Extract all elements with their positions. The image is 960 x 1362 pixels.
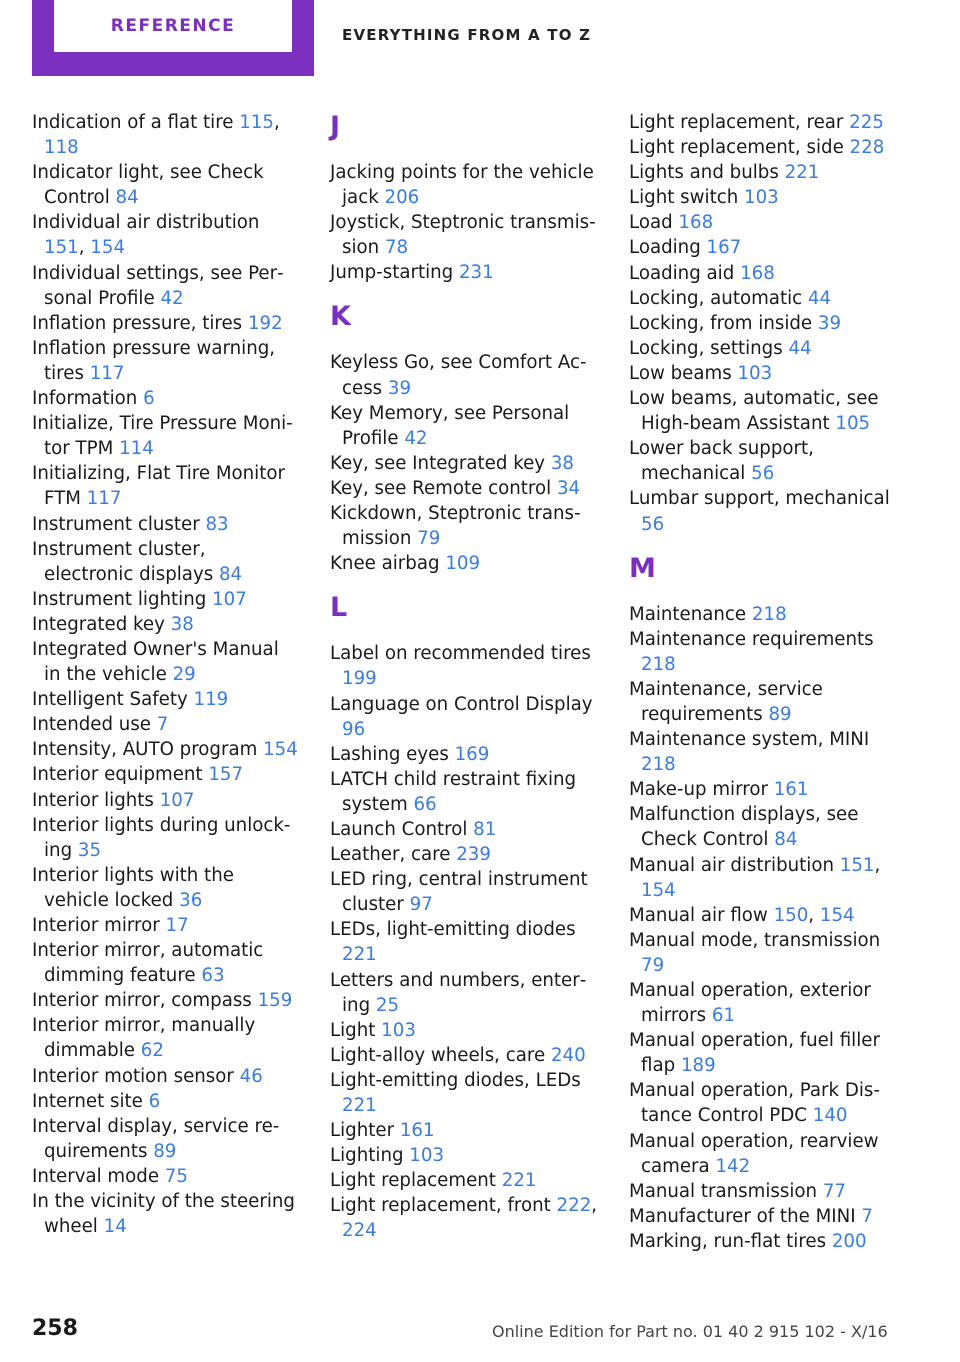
- edition-footer: Online Edition for Part no. 01 40 2 915 102 - X/16: [492, 1322, 888, 1341]
- index-entry: [32, 1164, 300, 1189]
- index-entry-text: Joystick, Steptronic transmission: [330, 212, 596, 259]
- index-entry-text: Malfunction displays, see Check Control: [629, 804, 859, 851]
- page-link[interactable]: 114: [119, 438, 154, 460]
- page-link[interactable]: 96: [342, 718, 366, 740]
- page-link[interactable]: 107: [212, 588, 247, 610]
- index-entry: [32, 737, 300, 762]
- index-entry: [330, 867, 598, 917]
- index-entry: [32, 512, 300, 537]
- index-entry-text: Locking, settings: [629, 337, 789, 359]
- index-entry-text: Instrument cluster, electronic displays: [32, 538, 219, 585]
- index-entry: [330, 451, 598, 476]
- page-link[interactable]: 79: [641, 954, 665, 976]
- index-entry: [32, 1114, 300, 1164]
- index-entry: [629, 602, 897, 627]
- index-entry-text: Intensity, AUTO program: [32, 739, 264, 761]
- index-entry: [32, 160, 300, 210]
- page-link[interactable]: 39: [817, 312, 842, 334]
- page-link[interactable]: 218: [751, 603, 787, 625]
- index-entry: [32, 537, 300, 587]
- page-link[interactable]: 218: [641, 754, 676, 776]
- page-link[interactable]: 225: [849, 112, 884, 133]
- page-link[interactable]: 34: [556, 477, 581, 499]
- index-entry: Manual air distribution 151, 154: [629, 854, 881, 901]
- index-entry-text: Keyless Go, see Comfort Access: [330, 352, 587, 399]
- index-entry-text: Interior lights: [32, 789, 160, 811]
- page-link[interactable]: 199: [342, 668, 377, 690]
- index-entry: [330, 260, 598, 285]
- page-link[interactable]: 61: [711, 1005, 736, 1027]
- index-entry: [629, 235, 897, 260]
- page-link[interactable]: 63: [201, 965, 225, 987]
- index-entry: [330, 476, 598, 501]
- page-link[interactable]: 167: [706, 237, 742, 259]
- index-entry-text: Indication of a flat tire: [32, 112, 240, 133]
- index-letter-heading: K: [330, 301, 351, 333]
- index-entry-text: Information: [32, 388, 144, 410]
- index-entry-text: Lighter: [330, 1120, 400, 1142]
- page-link[interactable]: 151: [44, 237, 79, 259]
- index-entry-text: Low beams: [629, 362, 738, 384]
- index-entry-text: Launch Control: [330, 818, 474, 840]
- index-column-3: [629, 110, 897, 1254]
- index-column-2: [330, 110, 598, 1244]
- page-link[interactable]: 117: [89, 362, 125, 384]
- page-link[interactable]: 38: [550, 452, 574, 474]
- index-entry: [330, 1018, 598, 1043]
- page-link[interactable]: 117: [86, 488, 122, 510]
- index-entry-text: Inflation pressure, tires: [32, 312, 248, 334]
- page-link[interactable]: 89: [153, 1140, 177, 1162]
- index-entry: [32, 336, 300, 386]
- index-entry: [629, 1028, 897, 1078]
- index-entry: [629, 286, 897, 311]
- page-link[interactable]: 6: [148, 1090, 161, 1112]
- index-entry: [330, 1068, 598, 1118]
- page-link[interactable]: 17: [165, 915, 189, 936]
- page-link[interactable]: 46: [239, 1065, 263, 1087]
- index-entry-text: Intended use: [32, 714, 157, 736]
- index-entry-text: Leather, care: [330, 844, 457, 866]
- page-link[interactable]: 142: [715, 1155, 751, 1177]
- index-entry-text: Light replacement, front: [330, 1195, 557, 1217]
- section-tab: [32, 0, 314, 76]
- index-entry: [629, 210, 897, 235]
- index-entry-text: Initialize, Tire Pressure Monitor TPM: [32, 413, 293, 460]
- index-entry: [330, 1143, 598, 1168]
- index-entry: [629, 311, 897, 336]
- index-entry: [330, 842, 598, 867]
- page-link[interactable]: 154: [641, 879, 676, 901]
- page-link[interactable]: 56: [751, 463, 775, 485]
- index-entry-text: LEDs, light-emitting diodes: [330, 919, 576, 941]
- index-entry-text: Jump-starting: [330, 262, 459, 284]
- index-entry-text: Interval display, service requirements: [32, 1115, 280, 1162]
- page-link[interactable]: 161: [773, 779, 809, 801]
- index-entry: [32, 1013, 300, 1063]
- index-entry-text: Maintenance system, MINI: [629, 729, 870, 751]
- page-link[interactable]: 103: [409, 1145, 445, 1167]
- index-column-1: [32, 110, 300, 1239]
- page-link[interactable]: 221: [784, 162, 820, 184]
- page-link[interactable]: 56: [641, 513, 665, 535]
- page-link[interactable]: 14: [103, 1216, 127, 1238]
- index-entry-text: Internet site: [32, 1090, 149, 1112]
- index-entry-text: Interior equipment: [32, 764, 209, 786]
- page-link[interactable]: 84: [218, 563, 243, 585]
- index-entry: [330, 1118, 598, 1143]
- page-link[interactable]: 221: [501, 1170, 537, 1192]
- page-link[interactable]: 6: [143, 388, 155, 410]
- index-entry-text: Label on recommended tires: [330, 643, 591, 665]
- index-entry-text: Maintenance, service requirements: [629, 678, 823, 725]
- index-entry: [629, 436, 897, 486]
- index-entry-text: Intelligent Safety: [32, 689, 194, 711]
- page-link[interactable]: 200: [831, 1230, 867, 1252]
- index-entry: [32, 762, 300, 787]
- page-link[interactable]: 75: [164, 1165, 188, 1187]
- page-link[interactable]: 206: [384, 187, 420, 209]
- index-entry: [629, 1179, 897, 1204]
- index-entry-text: Manual operation, exterior mirrors: [629, 980, 871, 1027]
- page-link[interactable]: 168: [740, 262, 775, 284]
- page-link[interactable]: 107: [159, 789, 195, 811]
- index-entry: [32, 1064, 300, 1089]
- page-link[interactable]: 103: [381, 1019, 416, 1041]
- index-entry-text: Inflation pressure warning, tires: [32, 337, 276, 384]
- page-link[interactable]: 81: [473, 818, 497, 840]
- index-entry: [629, 135, 897, 160]
- index-entry-text: Light replacement, side: [629, 137, 850, 159]
- index-entry: [32, 913, 300, 938]
- index-entry-text: Loading: [629, 237, 707, 259]
- index-entry: [330, 551, 598, 576]
- page-link[interactable]: 42: [160, 287, 184, 309]
- index-entry-text: Knee airbag: [330, 553, 446, 575]
- page-link[interactable]: 154: [90, 237, 126, 259]
- index-entry: [629, 978, 897, 1028]
- page-link[interactable]: 62: [140, 1040, 164, 1062]
- index-entry-text: Manual air flow: [629, 904, 774, 926]
- index-entry: [32, 938, 300, 988]
- index-entry-text: Interior mirror, automatic dimming feature: [32, 940, 264, 987]
- index-entry: [330, 917, 598, 967]
- page-link[interactable]: 44: [788, 337, 812, 359]
- page-link[interactable]: 103: [737, 362, 773, 384]
- index-entry: [629, 627, 897, 677]
- index-entry: [629, 110, 897, 135]
- page-link[interactable]: 79: [417, 528, 441, 550]
- index-entry-text: Indicator light, see Check Control: [32, 162, 264, 209]
- page-link[interactable]: 78: [384, 237, 409, 259]
- index-entry: [330, 1168, 598, 1193]
- index-entry: [629, 1229, 897, 1254]
- index-entry: [629, 386, 897, 436]
- index-entry: [629, 185, 897, 210]
- page-link[interactable]: 239: [456, 844, 491, 866]
- page-link[interactable]: 224: [342, 1220, 377, 1242]
- index-entry-text: Interval mode: [32, 1165, 165, 1187]
- index-entry: [629, 928, 897, 978]
- page-link[interactable]: 35: [77, 839, 102, 861]
- index-entry: [629, 727, 897, 777]
- page-link[interactable]: 109: [445, 553, 481, 575]
- page-link[interactable]: 89: [768, 703, 792, 725]
- page-link[interactable]: 228: [849, 137, 885, 159]
- page-link[interactable]: 83: [205, 513, 229, 535]
- page-link[interactable]: 218: [641, 653, 676, 675]
- index-entry-text: Manual transmission: [629, 1180, 823, 1202]
- page-link[interactable]: 192: [247, 312, 283, 334]
- index-entry: [629, 160, 897, 185]
- index-entry-text: Key, see Remote control: [330, 477, 557, 499]
- page-link[interactable]: 140: [812, 1105, 848, 1127]
- index-entry-text: Individual air distribution: [32, 212, 260, 234]
- index-entry: [32, 311, 300, 336]
- index-entry-text: Light-emitting diodes, LEDs: [330, 1069, 581, 1091]
- page-link[interactable]: 150: [773, 904, 809, 926]
- index-entry: [330, 160, 598, 210]
- index-entry: [32, 1089, 300, 1114]
- index-entry: [32, 411, 300, 461]
- index-entry-text: Manual operation, fuel filler flap: [629, 1030, 880, 1077]
- index-entry: [32, 612, 300, 637]
- page-link[interactable]: 42: [404, 427, 428, 449]
- page-link[interactable]: 7: [861, 1205, 873, 1227]
- index-entry: [32, 788, 300, 813]
- page-link[interactable]: 159: [257, 990, 293, 1012]
- page-link[interactable]: 221: [342, 944, 377, 966]
- index-entry: [330, 210, 598, 260]
- index-entry: [330, 767, 598, 817]
- index-entry: [629, 336, 897, 361]
- index-entry: [32, 988, 300, 1013]
- index-entry-text: Manual air distribution: [629, 854, 840, 876]
- index-entry: [330, 501, 598, 551]
- index-entry: [629, 777, 897, 802]
- page-link[interactable]: 103: [744, 187, 779, 209]
- index-entry: Manual air flow 150, 154: [629, 904, 855, 926]
- index-entry-text: Interior mirror, manually dimmable: [32, 1015, 256, 1062]
- page-link[interactable]: 36: [179, 889, 203, 911]
- index-entry-text: Interior mirror: [32, 915, 166, 936]
- page-link[interactable]: 221: [342, 1095, 377, 1116]
- index-entry-text: In the vicinity of the steering wheel: [32, 1191, 295, 1238]
- page-link[interactable]: 119: [193, 689, 229, 711]
- index-entry-text: Instrument cluster: [32, 513, 206, 535]
- index-entry: [32, 687, 300, 712]
- page-link[interactable]: 151: [839, 854, 875, 876]
- index-entry: [330, 817, 598, 842]
- index-letter-heading: L: [330, 592, 348, 624]
- index-entry: [330, 968, 598, 1018]
- page-link[interactable]: 154: [263, 739, 298, 761]
- page-link[interactable]: 161: [399, 1120, 435, 1142]
- page-link[interactable]: 84: [115, 187, 139, 209]
- index-entry-text: Language on Control Display: [330, 693, 593, 715]
- index-entry-text: Interior mirror, compass: [32, 990, 258, 1012]
- index-entry-text: Manufacturer of the MINI: [629, 1205, 862, 1227]
- index-entry-text: Integrated Owner's Manual in the vehicle: [32, 638, 279, 686]
- index-entry-text: Maintenance: [629, 603, 752, 625]
- page-link[interactable]: 29: [172, 664, 196, 686]
- page-link[interactable]: 44: [807, 287, 832, 309]
- index-entry-text: Lighting: [330, 1145, 410, 1167]
- page-link[interactable]: 38: [170, 613, 194, 635]
- index-entry: Indication of a flat tire 115, 118: [32, 112, 280, 159]
- page-link[interactable]: 77: [822, 1180, 846, 1202]
- index-entry-text: LED ring, central instrument cluster: [330, 869, 588, 916]
- index-entry-text: Light replacement, rear: [629, 112, 850, 133]
- index-entry-text: Low beams, automatic, see High-beam Assistant: [629, 388, 879, 435]
- index-entry: [330, 401, 598, 451]
- page-link[interactable]: 240: [550, 1044, 586, 1066]
- index-entry: [330, 742, 598, 767]
- page-link[interactable]: 105: [835, 413, 871, 435]
- index-entry-text: Locking, from inside: [629, 312, 818, 334]
- index-entry-text: Kickdown, Steptronic transmission: [330, 503, 581, 550]
- index-entry-text: Letters and numbers, entering: [330, 969, 587, 1016]
- index-entry-text: Individual settings, see Personal Profile: [32, 262, 284, 309]
- page-link[interactable]: 118: [44, 137, 79, 159]
- index-entry: [629, 1078, 897, 1128]
- index-entry-text: Loading aid: [629, 262, 741, 284]
- index-entry-text: Lashing eyes: [330, 743, 455, 765]
- page-link[interactable]: 84: [774, 829, 798, 851]
- index-entry: [629, 802, 897, 852]
- index-letter-heading: J: [330, 111, 341, 142]
- index-entry: [32, 863, 300, 913]
- index-entry: [32, 386, 300, 411]
- page-link[interactable]: 168: [678, 212, 714, 234]
- index-entry-text: Interior motion sensor: [32, 1065, 240, 1087]
- index-entry: [330, 1043, 598, 1068]
- index-entry-text: Make-up mirror: [629, 779, 774, 801]
- page-link[interactable]: 115: [239, 112, 274, 133]
- index-entry: [32, 712, 300, 737]
- page-link[interactable]: 189: [680, 1055, 716, 1077]
- page-link[interactable]: 25: [375, 994, 400, 1016]
- index-entry: [330, 350, 598, 400]
- index-entry-text: Manual mode, transmission: [629, 929, 881, 951]
- index-entry-text: Load: [629, 212, 679, 234]
- page-link[interactable]: 222: [556, 1195, 592, 1217]
- index-entry: [629, 1129, 897, 1179]
- index-entry-text: Integrated key: [32, 613, 171, 635]
- index-entry: Individual air distribution 151, 154: [32, 212, 260, 259]
- index-entry-text: Light switch: [629, 187, 745, 209]
- index-entry-text: Interior lights with the vehicle locked: [32, 864, 234, 911]
- index-entry-text: Light replacement: [330, 1170, 502, 1192]
- index-entry: [32, 587, 300, 612]
- index-entry: [32, 1189, 300, 1239]
- chapter-title: EVERYTHING FROM A TO Z: [342, 26, 592, 44]
- page-link[interactable]: 97: [409, 894, 433, 916]
- index-entry-text: Manual operation, rearview camera: [629, 1130, 879, 1177]
- page-link[interactable]: 66: [413, 793, 437, 815]
- page-link[interactable]: 157: [208, 764, 244, 786]
- page-link[interactable]: 231: [458, 262, 494, 284]
- index-entry: [330, 641, 598, 691]
- index-entry: [32, 813, 300, 863]
- index-entry: [32, 261, 300, 311]
- index-entry-text: Lumbar support, mechanical: [629, 488, 890, 510]
- page-link[interactable]: 154: [819, 904, 855, 926]
- index-letter-heading: M: [629, 552, 656, 584]
- index-entry: [629, 261, 897, 286]
- index-entry-text: Light-alloy wheels, care: [330, 1044, 551, 1066]
- index-entry: Light replacement, front 222, 224: [330, 1195, 598, 1242]
- index-entry: [629, 361, 897, 386]
- page-link[interactable]: 7: [156, 714, 169, 736]
- index-entry: [330, 692, 598, 742]
- index-entry-text: Key Memory, see Personal Profile: [330, 402, 570, 449]
- index-entry-text: Key, see Integrated key: [330, 452, 551, 474]
- page-link[interactable]: 169: [454, 743, 490, 765]
- index-entry-text: LATCH child restraint fixing system: [330, 768, 577, 815]
- index-entry-text: Marking, run-flat tires: [629, 1230, 832, 1252]
- index-entry: [32, 461, 300, 511]
- index-entry-text: Initializing, Flat Tire Monitor FTM: [32, 463, 285, 510]
- index-entry-text: Locking, automatic: [629, 287, 808, 309]
- index-entry: [32, 637, 300, 687]
- index-entry: [629, 677, 897, 727]
- page-link[interactable]: 39: [387, 377, 412, 399]
- section-tab-label: REFERENCE: [54, 0, 292, 52]
- index-entry-text: Instrument lighting: [32, 588, 213, 610]
- index-entry: [629, 486, 897, 536]
- index-entry-text: Lower back support, mechanical: [629, 438, 814, 485]
- index-entry-text: Manual operation, Park Distance Control PDC: [629, 1080, 880, 1127]
- page-number: 258: [32, 1316, 78, 1341]
- index-entry-text: Interior lights during unlocking: [32, 814, 291, 861]
- index-entry: [629, 1204, 897, 1229]
- index-entry-text: Maintenance requirements: [629, 628, 874, 650]
- index-entry-text: Jacking points for the vehicle jack: [330, 162, 594, 209]
- index-entry-text: Lights and bulbs: [629, 162, 785, 184]
- index-entry-text: Light: [330, 1019, 382, 1041]
